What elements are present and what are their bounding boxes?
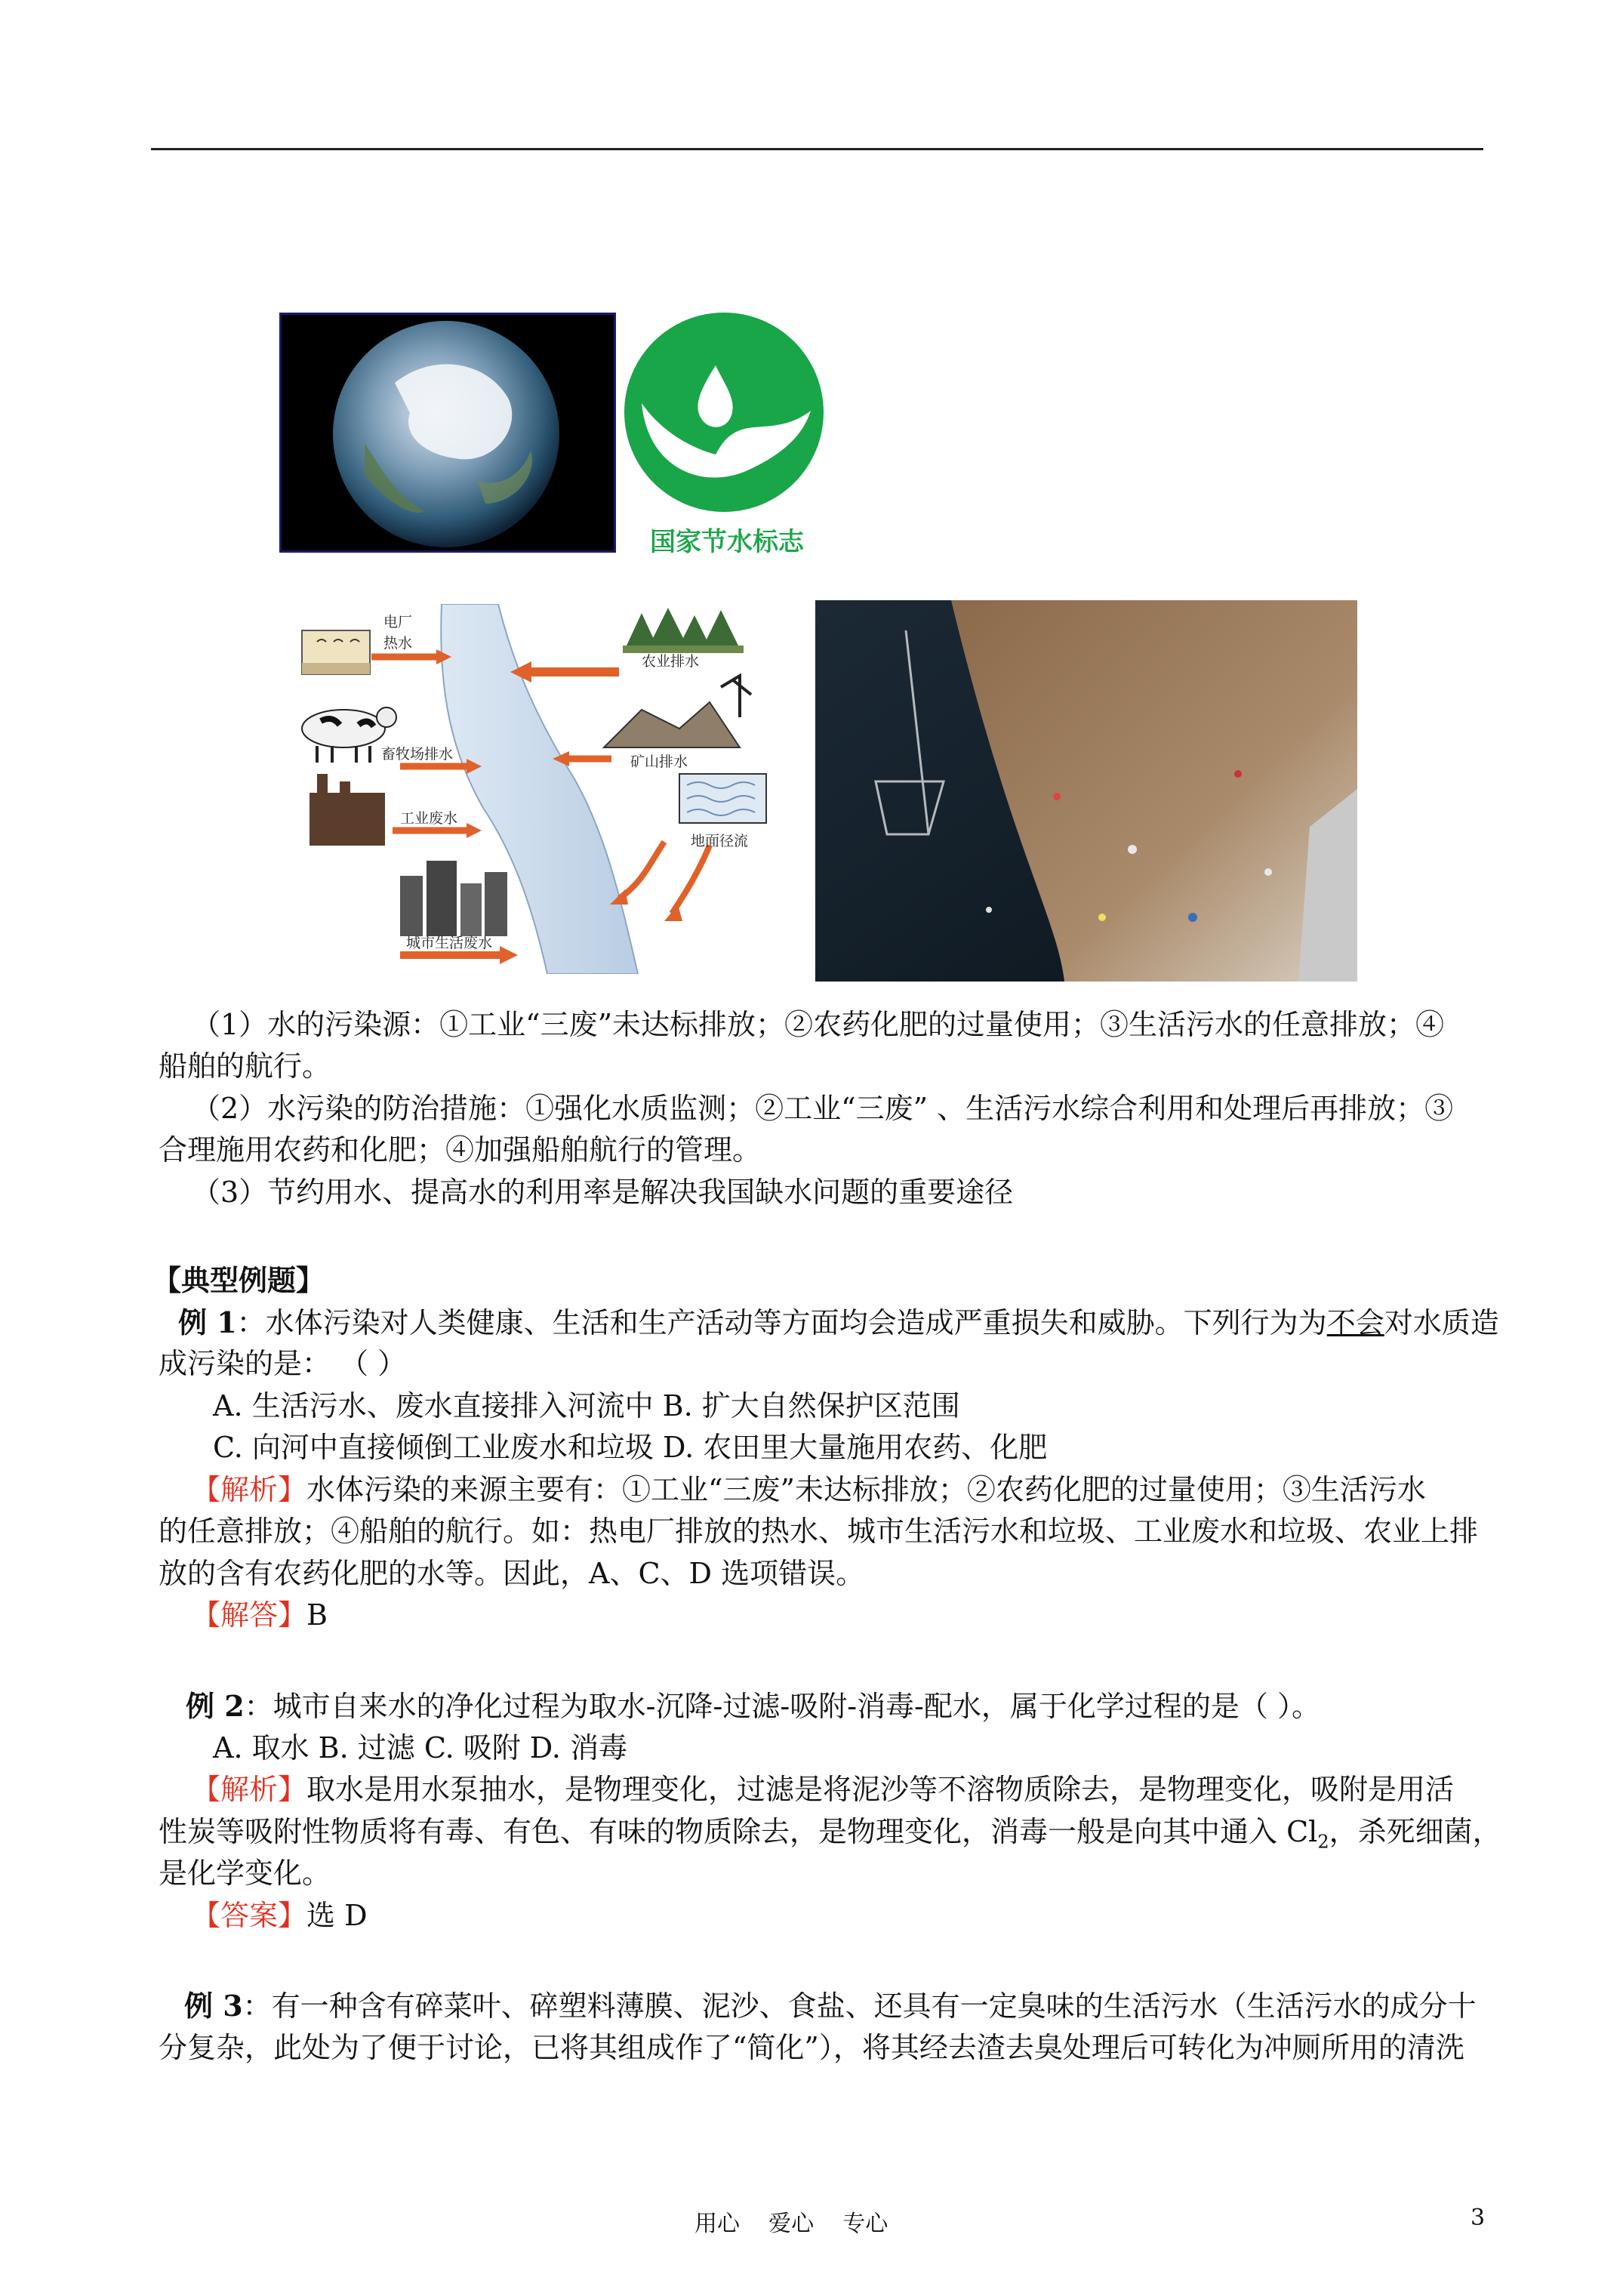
label-industrial-wastewater: 工业废水: [400, 810, 458, 827]
example-2-analysis-line-2: 性炭等吸附性物质将有毒、有色、有味的物质除去，是物理变化，消毒一般是向其中通入 $Cl_2$，杀死细菌，: [159, 1815, 1501, 1853]
label-livestock-drainage: 畜牧场排水: [381, 746, 454, 763]
water-saving-logo: [617, 313, 830, 557]
pollution-sources-line-1: （1）水的污染源：①工业“三废”未达标排放；②农药化肥的过量使用；③生活污水的任意排放；④: [192, 1008, 1445, 1041]
label-mine-drainage: 矿山排水: [630, 754, 688, 770]
label-power-plant-2: 热水: [383, 635, 413, 652]
prevention-measures-line-1: （2）水污染的防治措施：①强化水质监测；②工业“三废” 、生活污水综合利用和处理后再排放；③: [192, 1092, 1454, 1125]
example-1-question-line-2: 成污染的是： （ ）: [159, 1347, 407, 1380]
answer-tag: 【解答】: [192, 1598, 307, 1632]
pollution-sources-line-2: 船舶的航行。: [159, 1049, 331, 1083]
subscript-2: 2: [1317, 1831, 1329, 1853]
label-power-plant-1: 电厂: [383, 614, 413, 630]
example-3-question-line-1: 例 3：有一种含有碎菜叶、碎塑料薄膜、泥沙、食盐、还具有一定臭味的生活污水（生活污水的成分十: [184, 1989, 1477, 2023]
pollution-diagram: [287, 604, 808, 974]
label-surface-runoff: 地面径流: [691, 833, 749, 849]
polluted-river-photo: [815, 600, 1357, 982]
example-3-label: 例 3: [184, 1989, 243, 2023]
example-1-question-line-1: 例 1：水体污染对人类健康、生活和生产活动等方面均会造成严重损失和威胁。下列行为为不会对水质造: [178, 1305, 1499, 1339]
example-1-options-row-2: C. 向河中直接倾倒工业废水和垃圾 D. 农田里大量施用农药、化肥: [213, 1431, 1048, 1464]
example-2-label: 例 2: [186, 1689, 245, 1723]
example-2-analysis-line-1: 【解析】取水是用水泵抽水，是物理变化，过滤是将泥沙等不溶物质除去，是物理变化，吸附是用活: [192, 1773, 1455, 1806]
example-1-label: 例 1: [178, 1305, 237, 1339]
answer-tag: 【答案】: [192, 1899, 307, 1932]
example-2-analysis-line-3: 是化学变化。: [159, 1857, 331, 1890]
label-city-wastewater: 城市生活废水: [406, 935, 493, 951]
analysis-tag: 【解析】: [192, 1473, 307, 1506]
example-2-options: A. 取水 B. 过滤 C. 吸附 D. 消毒: [213, 1731, 628, 1764]
example-2-question: 例 2：城市自来水的净化过程为取水-沉降-过滤-吸附-消毒-配水，属于化学过程的是（ ）。: [186, 1689, 1320, 1723]
example-3-question-line-2: 分复杂，此处为了便于讨论，已将其组成作了“简化”），将其经去渣去臭处理后可转化为冲厕所用的清洗: [159, 2031, 1464, 2064]
label-farm-drainage: 农业排水: [642, 653, 700, 670]
example-1-answer: 【解答】B: [192, 1598, 328, 1632]
prevention-measures-line-2: 合理施用农药和化肥；④加强船舶航行的管理。: [159, 1133, 762, 1166]
analysis-tag: 【解析】: [192, 1773, 307, 1806]
example-1-analysis-line-3: 放的含有农药化肥的水等。因此，A、C、D 选项错误。: [159, 1557, 865, 1590]
water-saving-line: （3）节约用水、提高水的利用率是解决我国缺水问题的重要途径: [192, 1176, 1014, 1209]
logo-caption: 国家节水标志: [650, 527, 804, 557]
section-title: 【典型例题】: [152, 1263, 325, 1297]
underlined-not: 不会: [1326, 1306, 1384, 1339]
example-1-analysis-line-2: 的任意排放；④船舶的航行。如：热电厂排放的热水、城市生活污水和垃圾、工业废水和垃圾、农业上排: [159, 1515, 1479, 1548]
header-rule: [151, 148, 1483, 150]
page-number: 3: [1471, 2205, 1486, 2231]
example-2-answer: 【答案】选 D: [192, 1899, 368, 1932]
footer-motto: 用心 爱心 专心: [694, 2211, 888, 2237]
earth-image: [279, 313, 616, 553]
example-1-options-row-1: A. 生活污水、废水直接排入河流中 B. 扩大自然保护区范围: [213, 1389, 960, 1422]
example-1-analysis-line-1: 【解析】水体污染的来源主要有：①工业“三废”未达标排放；②农药化肥的过量使用；③生活污水: [192, 1473, 1426, 1506]
